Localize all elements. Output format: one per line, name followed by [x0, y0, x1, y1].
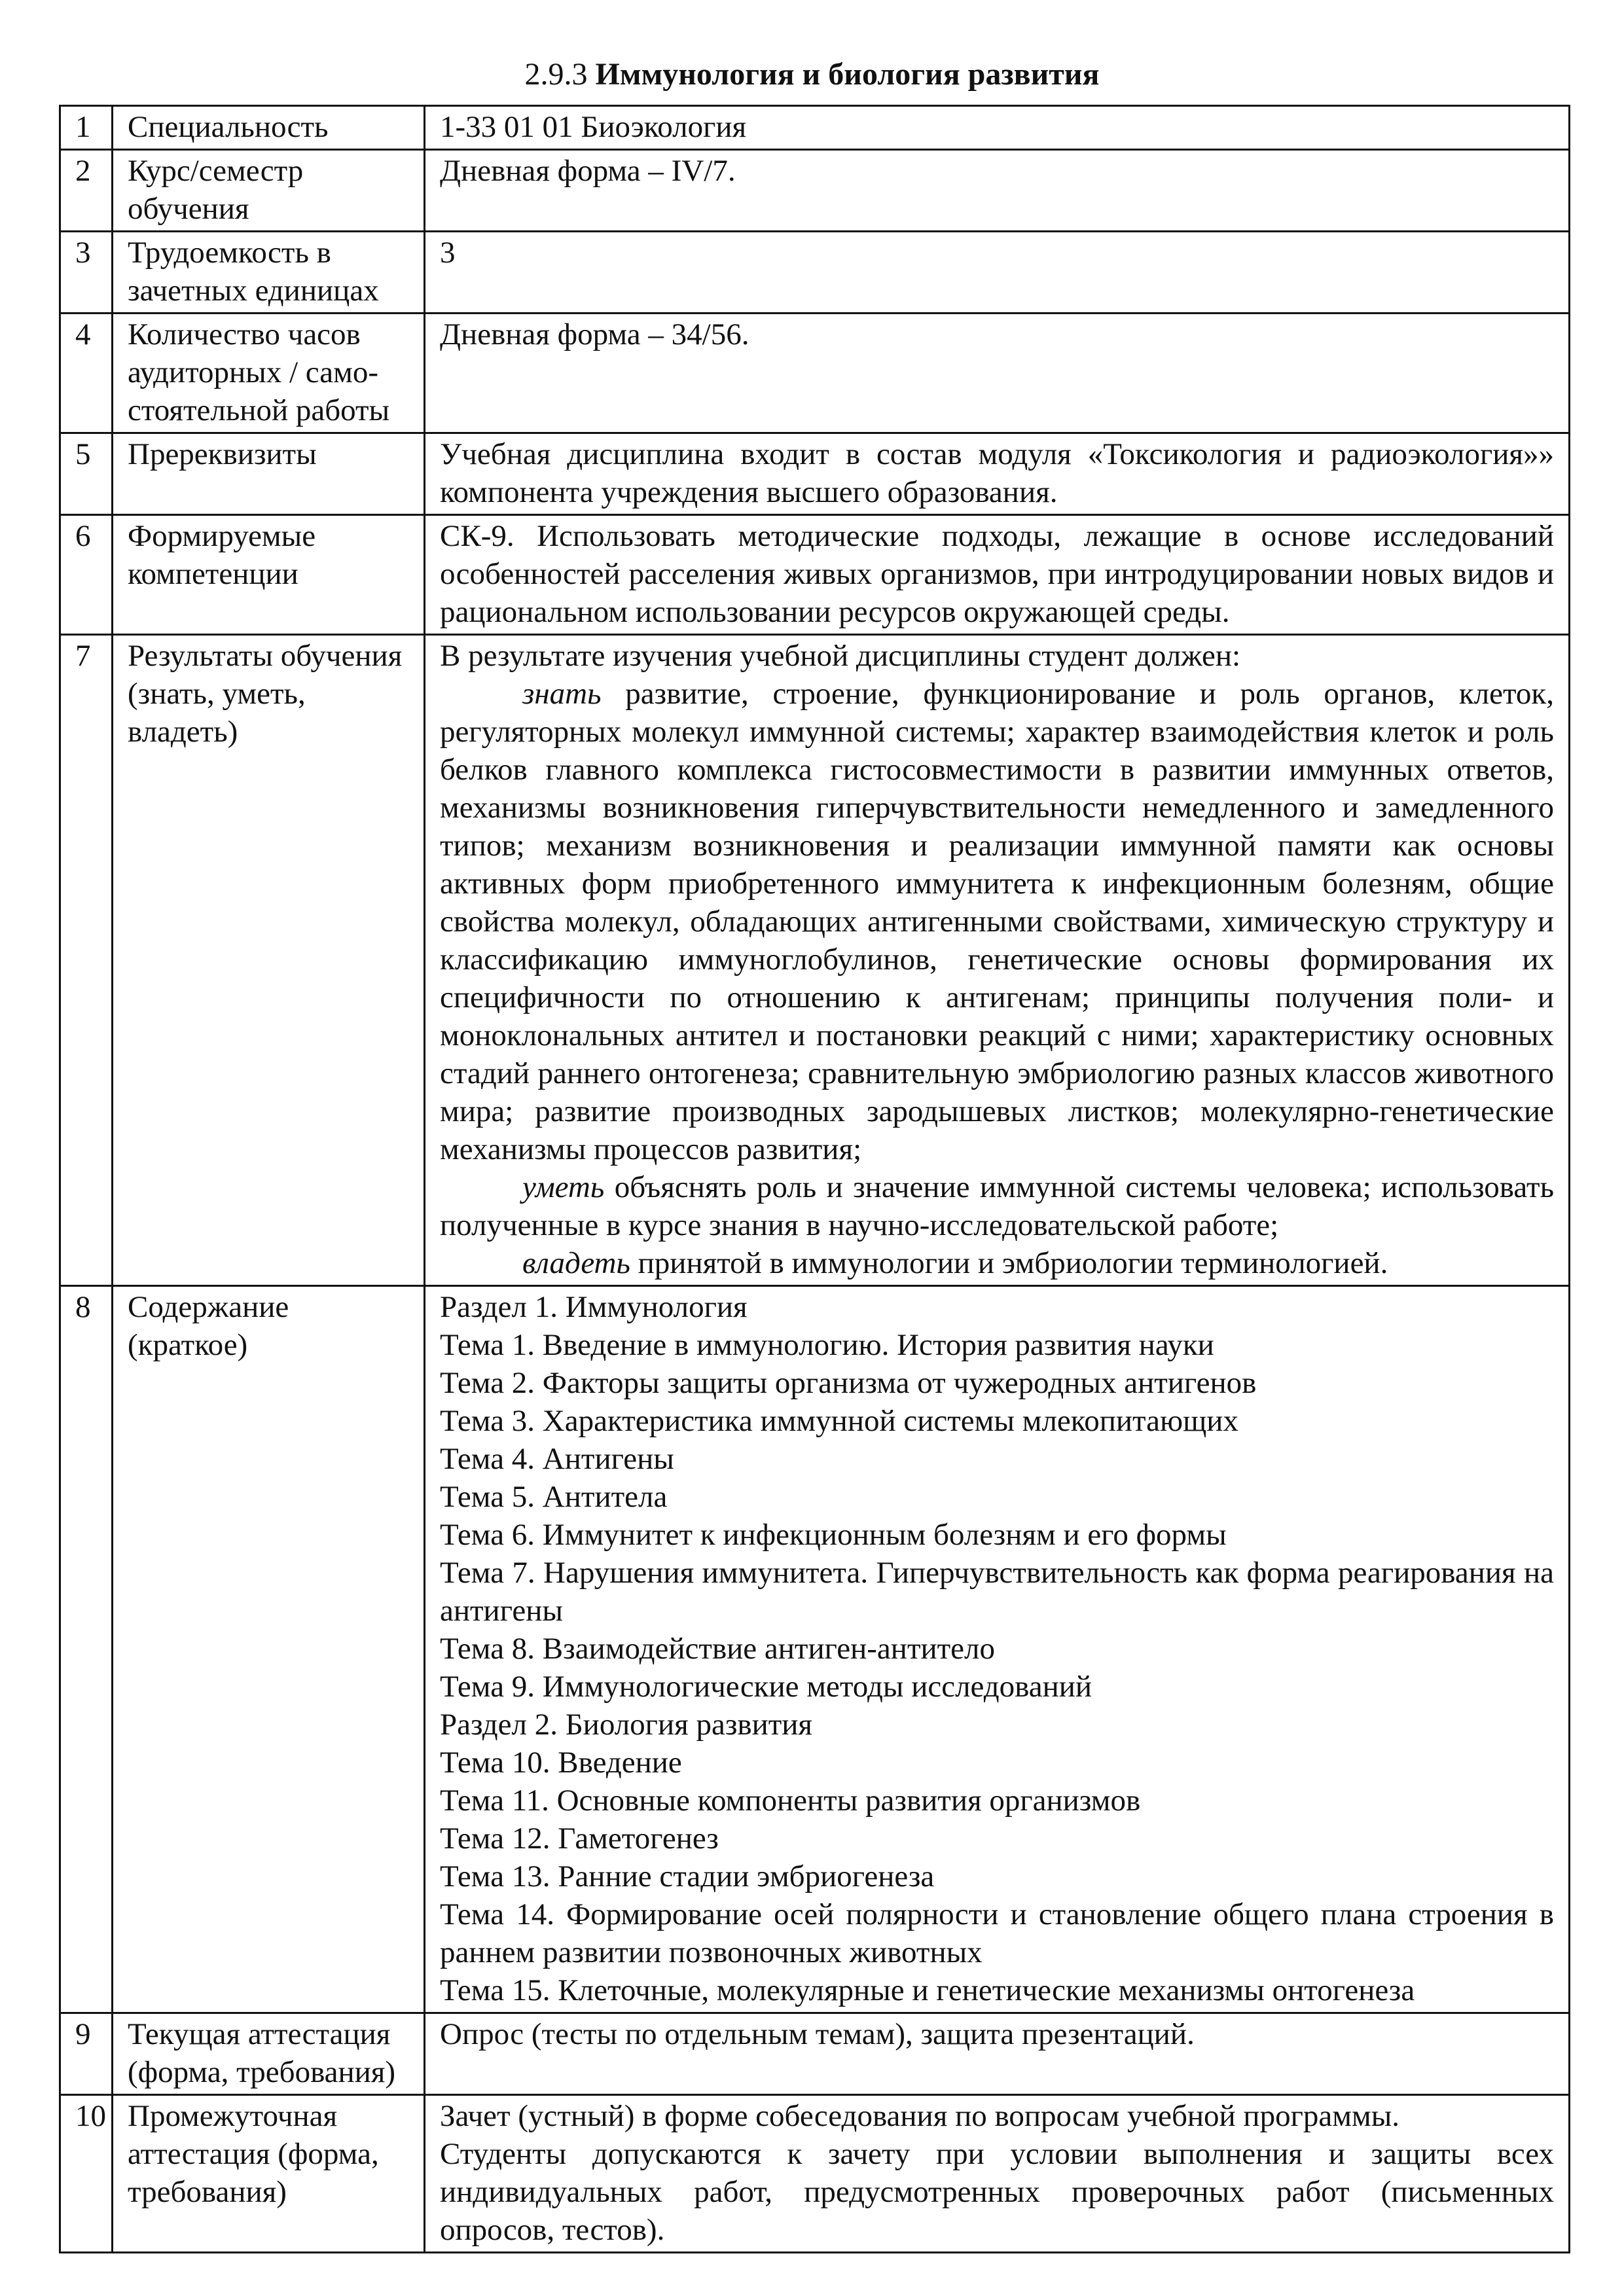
list-item: Раздел 2. Биология развития — [440, 1708, 813, 1742]
row-caption: Трудоемкость в зачетных единицах — [113, 232, 425, 314]
row-caption: Результаты обучения (знать, уметь, владеть) — [113, 635, 425, 1286]
table-row — [60, 635, 1570, 1286]
list-item: Тема 8. Взаимодействие антиген-антитело — [440, 1632, 995, 1666]
row-value: Учебная дисциплина входит в состав модуля «Токсикология и радиоэкология»» компонента учреждения высшего образования. — [425, 433, 1570, 515]
list-item: Тема 10. Введение — [440, 1746, 682, 1780]
list-item: Тема 12. Гаметогенез — [440, 1821, 719, 1856]
table-row — [60, 232, 1570, 314]
row-caption: Формируемые компетенции — [113, 515, 425, 635]
can-text: объяснять роль и значение иммунной системы человека; использовать полученные в курсе знания в научно-исследовательской работе; — [440, 1170, 1555, 1242]
know-term: знать — [522, 677, 602, 711]
row-number: 7 — [60, 635, 113, 1286]
title-name: Иммунология и биология развития — [595, 57, 1100, 92]
table-row — [60, 314, 1570, 433]
list-item: Тема 6. Иммунитет к инфекционным болезням и его формы — [440, 1518, 1227, 1552]
row-number: 1 — [60, 106, 113, 150]
row-number: 5 — [60, 433, 113, 515]
table-row — [60, 2013, 1570, 2095]
title-number: 2.9.3 — [524, 57, 588, 92]
outcome-can — [440, 1168, 1554, 1244]
row-caption: Количество часов аудиторных / само-стоятельной работы — [113, 314, 425, 433]
table-row — [60, 515, 1570, 635]
row-caption: Промежуточная аттестация (форма, требования) — [113, 2095, 425, 2253]
row-caption: Пререквизиты — [113, 433, 425, 515]
row-value — [425, 2095, 1570, 2253]
can-term: уметь — [522, 1170, 605, 1204]
table-row — [60, 150, 1570, 232]
list-item: Тема 7. Нарушения иммунитета. Гиперчувствительность как форма реагирования на антигены — [440, 1556, 1554, 1628]
own-term: владеть — [522, 1246, 630, 1280]
list-item: Тема 14. Формирование осей полярности и становление общего плана строения в раннем развитии позвоночных животных — [440, 1897, 1554, 1969]
table-row — [60, 106, 1570, 150]
row-number: 10 — [60, 2095, 113, 2253]
list-item: Тема 15. Клеточные, молекулярные и генетические механизмы онтогенеза — [440, 1973, 1415, 2007]
row-number: 8 — [60, 1286, 113, 2013]
row-number: 3 — [60, 232, 113, 314]
list-item: Тема 13. Ранние стадии эмбриогенеза — [440, 1859, 935, 1893]
row-value: СК-9. Использовать методические подходы, лежащие в основе исследований особенностей расселения живых организмов, при интродуцировании новых видов и рациональном использовании ресурсов окружающей среды. — [425, 515, 1570, 635]
syllabus-table — [59, 105, 1570, 2253]
table-row — [60, 1286, 1570, 2013]
own-text: принятой в иммунологии и эмбриологии терминологией. — [638, 1246, 1388, 1280]
list-item: Тема 11. Основные компоненты развития организмов — [440, 1784, 1141, 1818]
list-item: Тема 3. Характеристика иммунной системы млекопитающих — [440, 1404, 1238, 1438]
row-value: Дневная форма – 34/56. — [425, 314, 1570, 433]
row-value: Опрос (тесты по отдельным темам), защита презентаций. — [425, 2013, 1570, 2095]
list-item: Тема 9. Иммунологические методы исследований — [440, 1670, 1092, 1704]
page-title — [0, 54, 1624, 96]
table-row — [60, 433, 1570, 515]
row-number: 4 — [60, 314, 113, 433]
row-value-line: Студенты допускаются к зачету при условии выполнения и защиты всех индивидуальных работ, предусмотренных проверочных работ (письменных опросов, тестов). — [440, 2137, 1554, 2247]
row-caption: Содержание (краткое) — [113, 1286, 425, 2013]
row-caption: Курс/семестр обучения — [113, 150, 425, 232]
row-caption: Специальность — [113, 106, 425, 150]
list-item: Тема 1. Введение в иммунологию. История развития науки — [440, 1328, 1214, 1362]
row-caption: Текущая аттестация (форма, требования) — [113, 2013, 425, 2095]
know-text: развитие, строение, функционирование и роль органов, клеток, регуляторных молекул иммунной системы; характер взаимодействия клеток и роль белков главного комплекса гистосовместимости в развитии иммунных ответов, механизмы возникновения гиперчувствительности немедленного и замедленного типов; механизм возникновения и реализации иммунной памяти как основы активных форм приобретенного иммунитета к инфекционным болезням, общие свойства молекул, обладающих антигенными свойствами, химическую структуру и классификацию иммуноглобулинов, генетические основы формирования их специфичности по отношению к антигенам; принципы получения поли- и моноклональных антител и постановки реакций с ними; характеристику основных стадий раннего онтогенеза; сравнительную эмбриологию разных классов животного мира; развитие производных зародышевых листков; молекулярно-генетические механизмы процессов развития; — [440, 677, 1555, 1166]
table-row — [60, 2095, 1570, 2253]
list-item: Тема 4. Антигены — [440, 1442, 674, 1476]
row-number: 2 — [60, 150, 113, 232]
row-value: 1-33 01 01 Биоэкология — [425, 106, 1570, 150]
learning-outcomes — [425, 635, 1570, 1286]
row-value: Дневная форма – IV/7. — [425, 150, 1570, 232]
row-value: 3 — [425, 232, 1570, 314]
outcome-know — [440, 675, 1554, 1168]
content-list — [425, 1286, 1570, 2013]
outcome-own — [440, 1244, 1554, 1282]
list-item: Раздел 1. Иммунология — [440, 1290, 748, 1324]
list-item: Тема 5. Антитела — [440, 1480, 668, 1514]
list-item: Тема 2. Факторы защиты организма от чужеродных антигенов — [440, 1366, 1257, 1400]
row-value-line: Зачет (устный) в форме собеседования по вопросам учебной программы. — [440, 2099, 1400, 2133]
outcomes-intro: В результате изучения учебной дисциплины студент должен: — [440, 639, 1241, 673]
row-number: 6 — [60, 515, 113, 635]
row-number: 9 — [60, 2013, 113, 2095]
